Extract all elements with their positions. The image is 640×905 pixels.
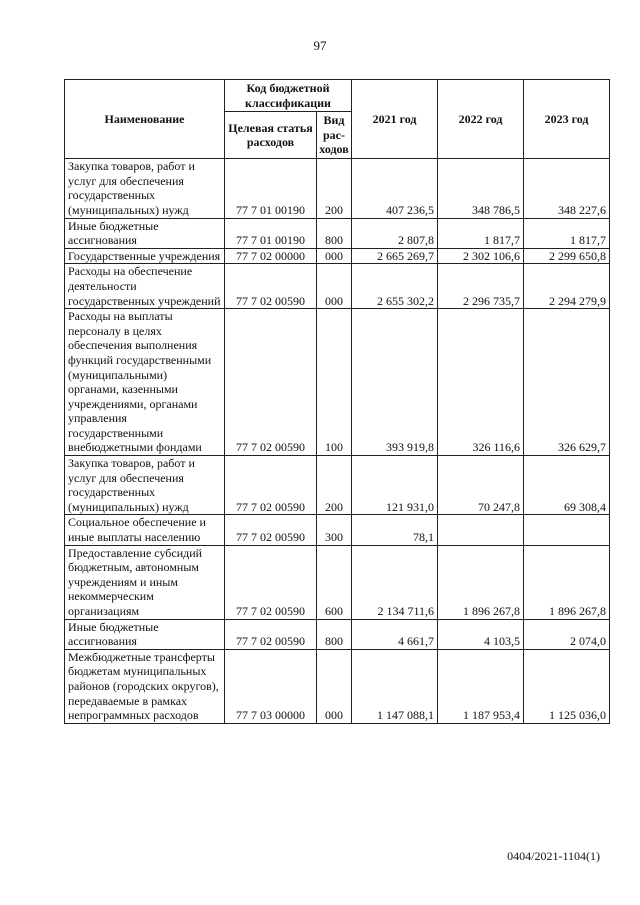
row-value-2021: 4 661,7 — [352, 619, 438, 649]
row-value-2022: 326 116,6 — [438, 309, 524, 456]
row-target-article: 77 7 02 00000 — [225, 248, 317, 264]
table-row — [65, 159, 610, 218]
table-row — [65, 545, 610, 619]
row-target-article: 77 7 02 00590 — [225, 309, 317, 456]
row-name: Закупка товаров, работ и услуг для обеспечения государственных (муниципальных) нужд — [65, 456, 225, 515]
row-expense-type: 000 — [317, 649, 352, 723]
row-value-2021: 2 665 269,7 — [352, 248, 438, 264]
row-value-2023 — [524, 515, 610, 545]
row-expense-type: 800 — [317, 619, 352, 649]
row-value-2023: 69 308,4 — [524, 456, 610, 515]
row-value-2021: 407 236,5 — [352, 159, 438, 218]
row-expense-type: 200 — [317, 456, 352, 515]
row-value-2022: 4 103,5 — [438, 619, 524, 649]
row-expense-type: 100 — [317, 309, 352, 456]
row-target-article: 77 7 02 00590 — [225, 456, 317, 515]
row-target-article: 77 7 03 00000 — [225, 649, 317, 723]
table-row — [65, 309, 610, 456]
row-name: Государственные учреждения — [65, 248, 225, 264]
row-value-2021: 393 919,8 — [352, 309, 438, 456]
row-value-2022: 1 817,7 — [438, 218, 524, 248]
row-value-2021: 2 655 302,2 — [352, 264, 438, 309]
row-target-article: 77 7 02 00590 — [225, 264, 317, 309]
row-name: Закупка товаров, работ и услуг для обеспечения государственных (муниципальных) нужд — [65, 159, 225, 218]
table-row — [65, 264, 610, 309]
row-expense-type: 200 — [317, 159, 352, 218]
row-value-2023: 1 817,7 — [524, 218, 610, 248]
budget-table — [64, 79, 610, 724]
row-value-2023: 2 299 650,8 — [524, 248, 610, 264]
row-name: Иные бюджетные ассигнования — [65, 619, 225, 649]
row-value-2022: 1 896 267,8 — [438, 545, 524, 619]
row-value-2022 — [438, 515, 524, 545]
row-expense-type: 300 — [317, 515, 352, 545]
row-value-2021: 121 931,0 — [352, 456, 438, 515]
table-row — [65, 515, 610, 545]
row-name: Расходы на обеспечение деятельности государственных учреждений — [65, 264, 225, 309]
row-expense-type: 000 — [317, 264, 352, 309]
header-code-group: Код бюджетной классификации — [225, 80, 352, 112]
row-value-2023: 326 629,7 — [524, 309, 610, 456]
table-row — [65, 218, 610, 248]
table-row — [65, 456, 610, 515]
header-name: Наименование — [65, 80, 225, 159]
row-value-2021: 2 134 711,6 — [352, 545, 438, 619]
row-target-article: 77 7 02 00590 — [225, 545, 317, 619]
row-target-article: 77 7 01 00190 — [225, 159, 317, 218]
row-value-2022: 1 187 953,4 — [438, 649, 524, 723]
header-2021: 2021 год — [352, 80, 438, 159]
document-code: 0404/2021-1104(1) — [507, 849, 600, 863]
row-target-article: 77 7 01 00190 — [225, 218, 317, 248]
row-value-2022: 348 786,5 — [438, 159, 524, 218]
row-value-2023: 2 294 279,9 — [524, 264, 610, 309]
row-value-2021: 2 807,8 — [352, 218, 438, 248]
row-target-article: 77 7 02 00590 — [225, 515, 317, 545]
row-value-2023: 1 125 036,0 — [524, 649, 610, 723]
page-number: 97 — [313, 38, 327, 53]
row-value-2022: 2 296 735,7 — [438, 264, 524, 309]
row-target-article: 77 7 02 00590 — [225, 619, 317, 649]
row-expense-type: 000 — [317, 248, 352, 264]
row-name: Межбюджетные трансферты бюджетам муниципальных районов (городских округов), передаваемые в рамках непрограммных расходов — [65, 649, 225, 723]
row-value-2021: 78,1 — [352, 515, 438, 545]
row-value-2022: 2 302 106,6 — [438, 248, 524, 264]
row-value-2021: 1 147 088,1 — [352, 649, 438, 723]
header-target-article: Целевая статья расходов — [225, 112, 317, 159]
header-row-top — [65, 80, 610, 112]
row-value-2022: 70 247,8 — [438, 456, 524, 515]
row-name: Социальное обеспечение и иные выплаты населению — [65, 515, 225, 545]
row-expense-type: 800 — [317, 218, 352, 248]
header-2022: 2022 год — [438, 80, 524, 159]
row-expense-type: 600 — [317, 545, 352, 619]
table-row — [65, 248, 610, 264]
row-name: Иные бюджетные ассигнования — [65, 218, 225, 248]
table-row — [65, 619, 610, 649]
row-name: Расходы на выплаты персоналу в целях обеспечения выполнения функций государственными (муниципальными) органами, казенными учреждениями, органами управления государственными внебюджетными фондами — [65, 309, 225, 456]
row-value-2023: 2 074,0 — [524, 619, 610, 649]
table-row — [65, 649, 610, 723]
row-value-2023: 348 227,6 — [524, 159, 610, 218]
row-name: Предоставление субсидий бюджетным, автономным учреждениям и иным некоммерческим организациям — [65, 545, 225, 619]
header-expense-type: Вид рас-ходов — [317, 112, 352, 159]
row-value-2023: 1 896 267,8 — [524, 545, 610, 619]
header-2023: 2023 год — [524, 80, 610, 159]
